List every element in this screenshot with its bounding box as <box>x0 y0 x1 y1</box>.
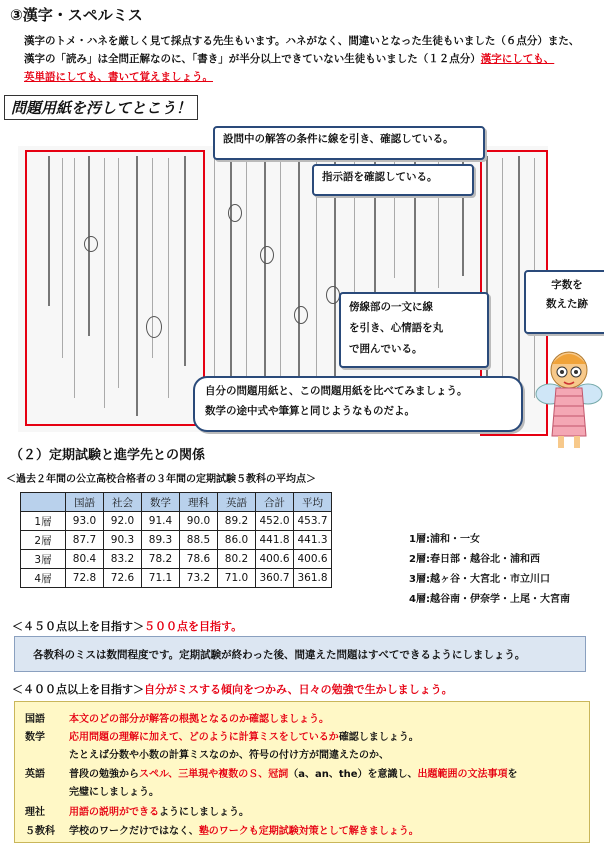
table-cell: 80.4 <box>66 550 104 569</box>
tier-3-schools: 3層:越ヶ谷・大宮北・市立川口 <box>409 574 550 585</box>
goal-450-sub: ５００点を目指す。 <box>144 620 243 633</box>
table-cell: 72.6 <box>104 569 142 588</box>
advice-subject: 国語 <box>25 714 45 725</box>
table-cell: 87.7 <box>66 531 104 550</box>
table-cell: 2層 <box>21 531 66 550</box>
advice-text: （a、an、the）を意識し、 <box>288 769 418 780</box>
section3-line1: 漢字のトメ・ハネを厳しく見て採点する先生もいます。ハネがなく、間違いとなった生徒もいました（６点分）また、 <box>24 35 580 47</box>
section2-title: （２）定期試験と進学先との関係 <box>10 448 206 463</box>
table-cell: 91.4 <box>142 512 180 531</box>
table-row <box>21 569 332 588</box>
advice-text: たとえば分数や小数の計算ミスなのか、符号の付け方が間違えたのか、 <box>69 750 389 761</box>
section3-line2-a: 漢字の「読み」は全問正解なのに、「書き」が半分以上できていない生徒もいました（１２点分） <box>24 53 481 65</box>
table-header-cell <box>21 493 66 512</box>
table-cell: 1層 <box>21 512 66 531</box>
table-cell: 78.2 <box>142 550 180 569</box>
advice-subject: 数学 <box>25 732 45 743</box>
table-cell: 4層 <box>21 569 66 588</box>
table-cell: 88.5 <box>180 531 218 550</box>
goal-400-label: ＜４００点以上を目指す＞ <box>12 683 144 696</box>
table-cell: 360.7 <box>256 569 294 588</box>
table-cell: 83.2 <box>104 550 142 569</box>
table-cell: 3層 <box>21 550 66 569</box>
section3-line3: 英単語にしても、書いて覚えましょう。 <box>24 71 213 83</box>
table-row <box>21 531 332 550</box>
table-header-cell: 数学 <box>142 493 180 512</box>
callout-compare <box>193 376 523 432</box>
advice-text: 用語の説明ができる <box>69 807 159 818</box>
advice-subject: 理社 <box>25 807 45 818</box>
goal-400-sub: 自分がミスする傾向をつかみ、日々の勉強で生かしましょう。 <box>144 683 453 696</box>
advice-text: 応用問題の理解に加えて、どのように計算ミスをしているか <box>69 732 339 743</box>
goal-400-heading <box>12 681 453 697</box>
table-row <box>21 512 332 531</box>
advice-text: ようにしましょう。 <box>159 807 249 818</box>
callout-compare-line2: 数学の途中式や筆算と同じようなものだよ。 <box>205 405 415 417</box>
table-header-cell: 国語 <box>66 493 104 512</box>
table-cell: 441.8 <box>256 531 294 550</box>
table-cell: 400.6 <box>294 550 332 569</box>
advice-text: 本文のどの部分が解答の根拠となるのか確認しましょう。 <box>69 714 329 725</box>
table-cell: 72.8 <box>66 569 104 588</box>
table-cell: 441.3 <box>294 531 332 550</box>
callout-underline-line2: を引き、心情語を丸 <box>349 322 444 334</box>
table-cell: 400.6 <box>256 550 294 569</box>
callout-count-line2: 数えた跡 <box>546 298 588 310</box>
callout-underline <box>339 292 489 368</box>
advice-text: 完璧にしましょう。 <box>69 787 159 798</box>
goal-450-text: 各教科のミスは数問程度です。定期試験が終わった後、間違えた問題はすべてできるようにしましょう。 <box>33 649 526 661</box>
table-cell: 89.2 <box>218 512 256 531</box>
scores-table <box>20 492 332 588</box>
tier-1-schools: 1層:浦和・一女 <box>409 534 480 545</box>
table-cell: 71.1 <box>142 569 180 588</box>
tier-4-schools: 4層:越谷南・伊奈学・上尾・大宮南 <box>409 594 570 605</box>
table-cell: 73.2 <box>180 569 218 588</box>
advice-text: 確認しましょう。 <box>338 732 419 743</box>
advice-subject: ５教科 <box>25 826 55 837</box>
highlight-frame-left <box>25 150 205 426</box>
goal-450-heading <box>12 618 242 634</box>
table-cell: 453.7 <box>294 512 332 531</box>
table-cell: 86.0 <box>218 531 256 550</box>
table-cell: 80.2 <box>218 550 256 569</box>
table-header-cell: 理科 <box>180 493 218 512</box>
callout-character-count <box>524 270 604 334</box>
callout-underline-line3: で囲んでいる。 <box>349 343 423 355</box>
section3-line2-b: 漢字にしても、 <box>480 53 555 65</box>
table-cell: 71.0 <box>218 569 256 588</box>
callout-compare-line1: 自分の問題用紙と、この問題用紙を比べてみましょう。 <box>205 385 468 397</box>
table-header-cell: 社会 <box>104 493 142 512</box>
callout-underline-line1: 傍線部の一文に線 <box>349 301 433 313</box>
mascot-illustration <box>534 344 604 452</box>
callout-demonstratives: 指示語を確認している。 <box>312 164 474 196</box>
table-cell: 90.3 <box>104 531 142 550</box>
table-header-cell: 合計 <box>256 493 294 512</box>
tier-2-schools: 2層:春日部・越谷北・浦和西 <box>409 554 540 565</box>
table-header-cell: 英語 <box>218 493 256 512</box>
table-header-cell: 平均 <box>294 493 332 512</box>
advice-text: 出題範囲の文法事項 <box>417 769 508 780</box>
goal-450-label: ＜４５０点以上を目指す＞ <box>12 620 144 633</box>
table-cell: 452.0 <box>256 512 294 531</box>
goal-450-box <box>14 636 586 672</box>
advice-text: スペル、三単現や複数のＳ、冠詞 <box>139 769 289 780</box>
section3-title: ③漢字・スペルミス <box>10 6 143 24</box>
table-cell: 90.0 <box>180 512 218 531</box>
table-cell: 93.0 <box>66 512 104 531</box>
table-cell: 89.3 <box>142 531 180 550</box>
advice-text: 学校のワークだけではなく、 <box>69 826 199 837</box>
callout-count-line1: 字数を <box>551 279 583 291</box>
banner-title: 問題用紙を汚してとこう！ <box>4 95 198 120</box>
section3-line2 <box>24 50 554 68</box>
table-cell: 361.8 <box>294 569 332 588</box>
table-row <box>21 550 332 569</box>
advice-text: 塾のワークも定期試験対策として解きましょう。 <box>198 826 419 837</box>
advice-text: を <box>507 769 518 780</box>
table-cell: 92.0 <box>104 512 142 531</box>
advice-subject: 英語 <box>25 769 45 780</box>
goal-400-box <box>14 701 590 843</box>
table-cell: 78.6 <box>180 550 218 569</box>
advice-text: 普段の勉強から <box>69 769 139 780</box>
table-caption: ＜過去２年間の公立高校合格者の３年間の定期試験５教科の平均点＞ <box>6 474 316 485</box>
callout-conditions: 設問中の解答の条件に線を引き、確認している。 <box>213 126 485 160</box>
